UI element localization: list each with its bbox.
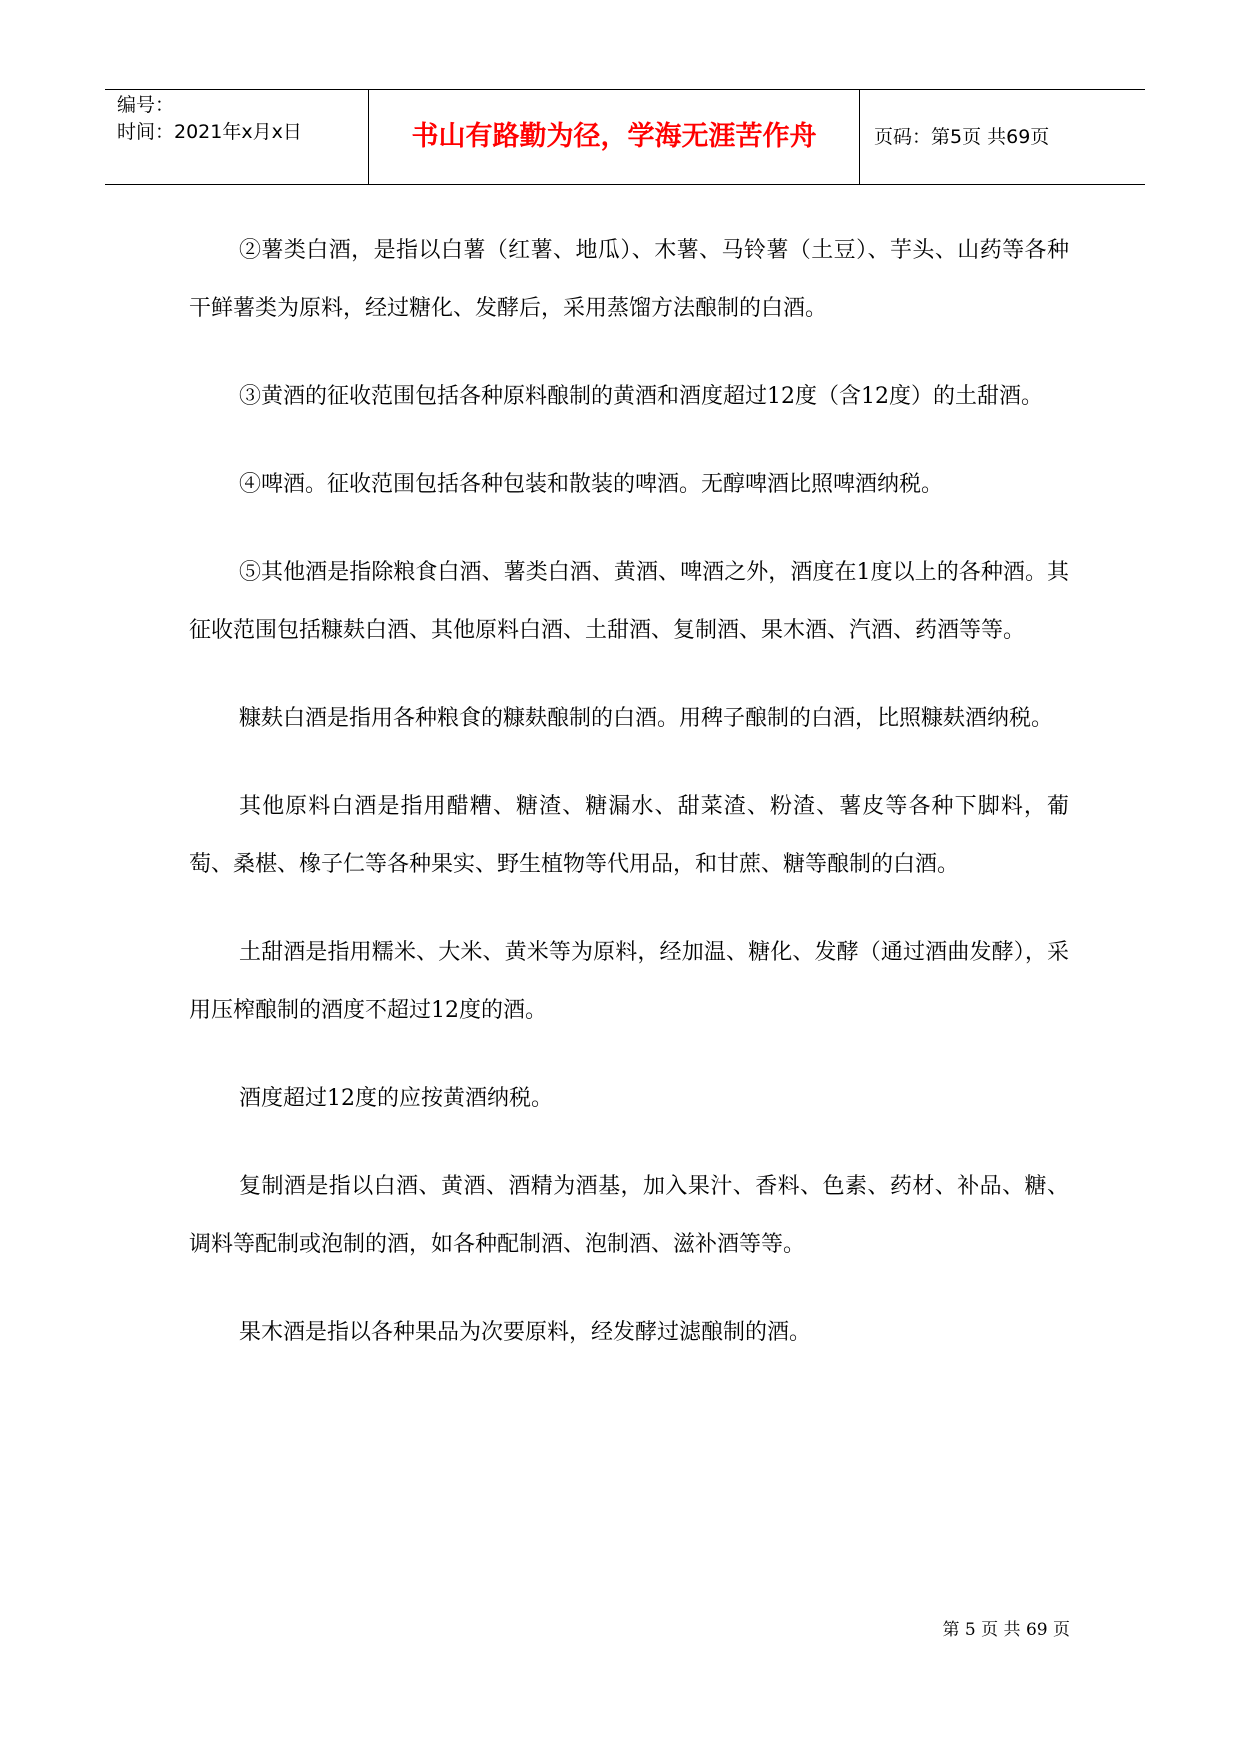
paragraph: ③黄酒的征收范围包括各种原料酿制的黄酒和酒度超过12度（含12度）的土甜酒。 [239,384,1043,409]
paragraph: ④啤酒。征收范围包括各种包装和散装的啤酒。无醇啤酒比照啤酒纳税。 [239,472,944,497]
paragraph: ⑤其他酒是指除粮食白酒、薯类白酒、黄酒、啤酒之外，酒度在1度以上的各种酒。其征收范围包括糠麸白酒、其他原料白酒、土甜酒、复制酒、果木酒、汽酒、药酒等等。 [189,560,1069,643]
page-header [105,89,1145,185]
header-motto: 书山有路勤为径，学海无涯苦作舟 [369,90,860,184]
paragraph: 酒度超过12度的应按黄酒纳税。 [239,1086,553,1111]
paragraph: 其他原料白酒是指用醋糟、糖渣、糖漏水、甜菜渣、粉渣、薯皮等各种下脚料，葡萄、桑椹、橡子仁等各种果实、野生植物等代用品，和甘蔗、糖等酿制的白酒。 [189,794,1069,877]
paragraph: 果木酒是指以各种果品为次要原料，经发酵过滤酿制的酒。 [239,1320,812,1345]
document-number-label: 编号： [117,94,175,116]
header-page-info: 页码：第5页 共69页 [874,126,1050,148]
header-meta-cell [105,90,369,184]
paragraph: 土甜酒是指用糯米、大米、黄米等为原料，经加温、糖化、发酵（通过酒曲发酵），采用压榨酿制的酒度不超过12度的酒。 [189,940,1069,1023]
page-footer-number: 第 5 页 共 69 页 [942,1620,1070,1640]
paragraph: 糠麸白酒是指用各种粮食的糠麸酿制的白酒。用稗子酿制的白酒，比照糠麸酒纳税。 [239,706,1054,731]
paragraph: ②薯类白酒，是指以白薯（红薯、地瓜）、木薯、马铃薯（土豆）、芋头、山药等各种干鲜薯类为原料，经过糖化、发酵后，采用蒸馏方法酿制的白酒。 [189,238,1069,321]
paragraph: 复制酒是指以白酒、黄酒、酒精为酒基，加入果汁、香料、色素、药材、补品、糖、调料等配制或泡制的酒，如各种配制酒、泡制酒、滋补酒等等。 [189,1174,1069,1257]
document-body [189,222,1069,1392]
document-time-label: 时间：2021年x月x日 [117,121,302,143]
